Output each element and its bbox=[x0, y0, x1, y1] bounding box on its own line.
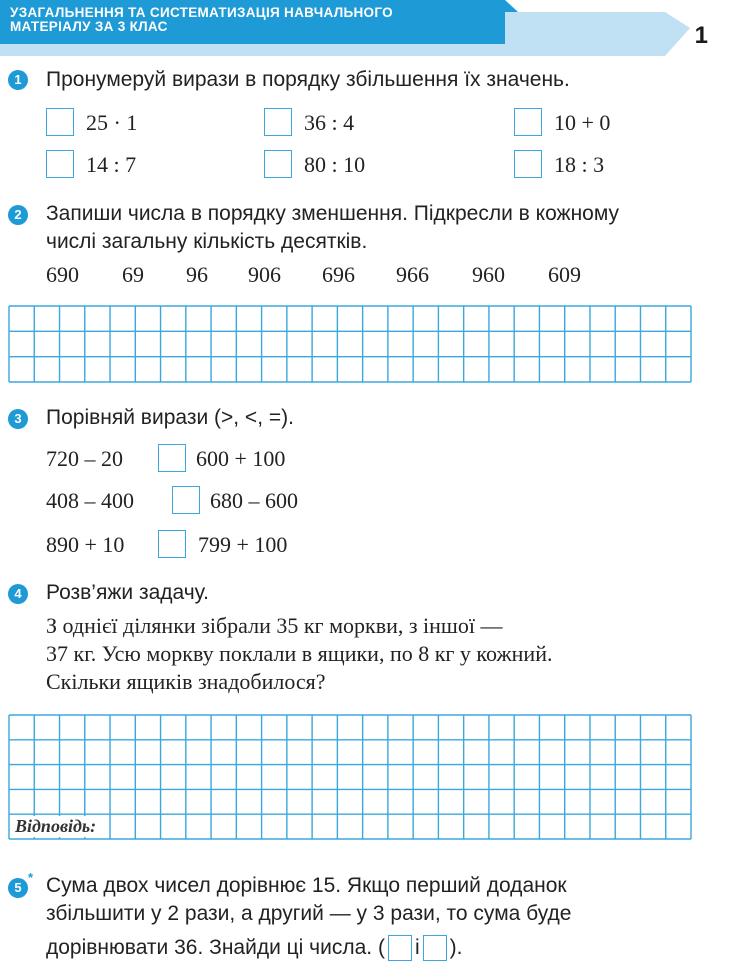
task2-answer-grid[interactable] bbox=[8, 305, 692, 383]
task1-expression-4: 14 : 7 bbox=[86, 152, 137, 177]
task3-compare-box-2[interactable] bbox=[172, 486, 200, 514]
task5-text-line2: збільшити у 2 рази, а другий — у 3 рази, то сума буде bbox=[46, 902, 572, 925]
task5-number: 5 bbox=[8, 878, 28, 898]
task1-number: 1 bbox=[8, 70, 28, 90]
task1-answer-box-1[interactable] bbox=[46, 108, 74, 136]
task3-text: Порівняй вирази (>, <, =). bbox=[46, 406, 294, 429]
task2-number-item: 69 bbox=[122, 262, 144, 287]
task2-text-line2: числі загальну кількість десятків. bbox=[46, 230, 368, 253]
header-title bbox=[10, 6, 393, 34]
page-number: 1 bbox=[694, 22, 708, 49]
task4-text: Розв’яжи задачу. bbox=[46, 581, 209, 604]
task4-answer-label: Відповідь: bbox=[15, 816, 97, 836]
task1-expression-5: 80 : 10 bbox=[304, 152, 366, 177]
task5-line3-start: дорівнювати 36. Знайди ці числа. ( bbox=[46, 936, 385, 959]
task2-number: 2 bbox=[8, 205, 28, 225]
task3-left-expression-1: 720 – 20 bbox=[46, 446, 123, 471]
task2-number-item: 690 bbox=[46, 262, 79, 287]
task1-answer-box-5[interactable] bbox=[264, 150, 292, 178]
task3-right-expression-2: 680 – 600 bbox=[210, 488, 298, 513]
task4-answer-grid[interactable] bbox=[8, 714, 692, 840]
header-title-line2: МАТЕРІАЛУ ЗА 3 КЛАС bbox=[10, 19, 168, 34]
task2-number-item: 906 bbox=[248, 262, 281, 287]
task3-left-expression-3: 890 + 10 bbox=[46, 532, 125, 557]
task1-text: Пронумеруй вирази в порядку збільшення їх значень. bbox=[46, 68, 570, 91]
task1-expression-6: 18 : 3 bbox=[554, 152, 605, 177]
task5-answer-box-1[interactable] bbox=[388, 935, 412, 961]
task5-line3-mid: і bbox=[414, 936, 420, 959]
task4-problem bbox=[46, 612, 696, 696]
task2-number-item: 960 bbox=[472, 262, 505, 287]
task1-answer-box-3[interactable] bbox=[514, 108, 542, 136]
task5-star: * bbox=[28, 870, 34, 885]
task2-number-item: 96 bbox=[186, 262, 208, 287]
task2-text-line1: Запиши числа в порядку зменшення. Підкресли в кожному bbox=[46, 202, 620, 225]
task3-right-expression-1: 600 + 100 bbox=[196, 446, 286, 471]
grid-lines bbox=[9, 715, 691, 839]
task5-answer-box-2[interactable] bbox=[423, 935, 447, 961]
task3-number: 3 bbox=[8, 409, 28, 429]
task4-problem-line3: Скільки ящиків знадобилося? bbox=[46, 669, 326, 694]
task4-number: 4 bbox=[8, 584, 28, 604]
task1-answer-box-2[interactable] bbox=[264, 108, 292, 136]
task3-compare-box-3[interactable] bbox=[158, 530, 186, 558]
task3-compare-box-1[interactable] bbox=[158, 444, 186, 472]
task1-expression-2: 36 : 4 bbox=[304, 110, 355, 135]
task4-problem-line1: З однієї ділянки зібрали 35 кг моркви, з іншої — bbox=[46, 613, 503, 638]
task1-expression-1: 25 · 1 bbox=[86, 110, 138, 135]
task5-text-line1: Сума двох чисел дорівнює 15. Якщо перший доданок bbox=[46, 874, 567, 897]
task5-text-line3 bbox=[46, 934, 462, 962]
task2-number-item: 609 bbox=[548, 262, 581, 287]
task3-right-expression-3: 799 + 100 bbox=[198, 532, 288, 557]
task3-left-expression-2: 408 – 400 bbox=[46, 488, 134, 513]
task1-answer-box-6[interactable] bbox=[514, 150, 542, 178]
task2-number-item: 696 bbox=[322, 262, 355, 287]
grid-lines bbox=[9, 306, 691, 382]
task1-expression-3: 10 + 0 bbox=[554, 110, 611, 135]
task1-answer-box-4[interactable] bbox=[46, 150, 74, 178]
task5-line3-end: ). bbox=[449, 936, 463, 959]
task2-number-item: 966 bbox=[396, 262, 429, 287]
task4-problem-line2: 37 кг. Усю моркву поклали в ящики, по 8 кг у кожний. bbox=[46, 641, 553, 666]
header-title-line1: УЗАГАЛЬНЕННЯ ТА СИСТЕМАТИЗАЦІЯ НАВЧАЛЬНОГО bbox=[10, 5, 393, 20]
